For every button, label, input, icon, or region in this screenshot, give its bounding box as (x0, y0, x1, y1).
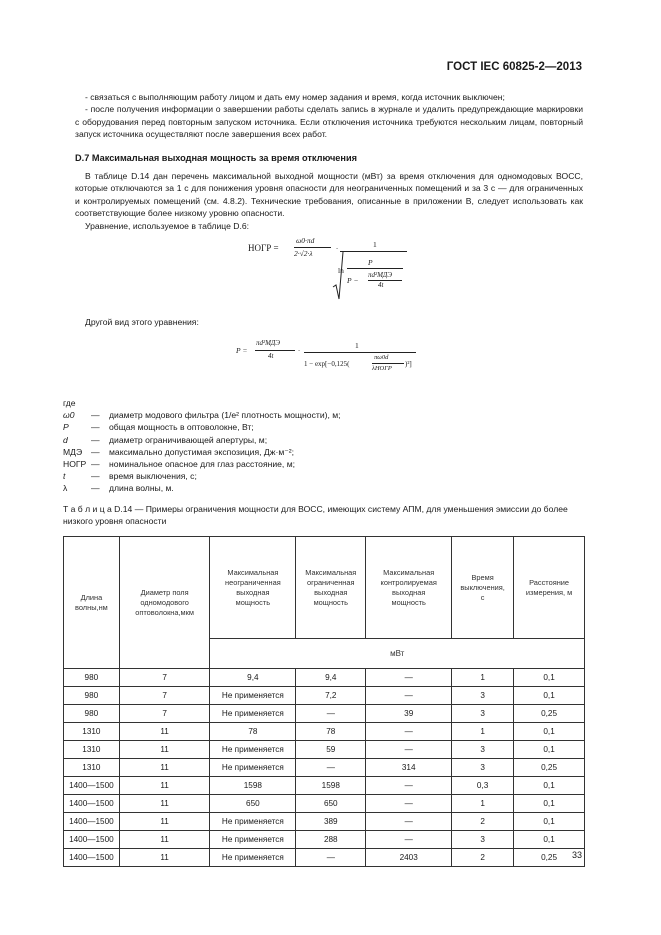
table-cell: — (366, 669, 452, 687)
eq2-den: 4t (268, 352, 274, 360)
table-row (64, 759, 585, 777)
table-cell: Не применяется (210, 831, 296, 849)
table-cell: 0,1 (514, 831, 585, 849)
table-cell: 7,2 (296, 687, 366, 705)
power-limits-table (63, 536, 585, 867)
table-cell: 1400—1500 (64, 831, 120, 849)
table-cell: Не применяется (210, 705, 296, 723)
equation-1: НОГР = ω0·πd 2·√2·λ · 1 ln P P − πd²МДЭ 4t (248, 236, 428, 306)
table-cell: 1310 (64, 759, 120, 777)
header-cell: Максимальная контролируемая выходная мощность (366, 537, 452, 639)
table-row (64, 687, 585, 705)
table-cell: 0,25 (514, 849, 585, 867)
legend-row: P — общая мощность в оптоволокне, Вт; (63, 422, 254, 433)
table-cell: 11 (119, 795, 210, 813)
table-cell: 980 (64, 687, 120, 705)
table-cell: 3 (452, 687, 514, 705)
unit-cell: мВт (210, 639, 585, 669)
eq2-inner-den: λНОГР (372, 365, 392, 372)
legend-row: λ — длина волны, м. (63, 483, 174, 494)
table-cell: 1400—1500 (64, 795, 120, 813)
eq1-pminus: P − (347, 276, 359, 285)
legend-row: t — время выключения, с; (63, 471, 197, 482)
table-cell: 3 (452, 705, 514, 723)
table-cell: 314 (366, 759, 452, 777)
table-cell: 650 (210, 795, 296, 813)
eq2-one: 1 (355, 341, 359, 350)
body-text-2 (75, 316, 583, 328)
table-cell: 0,1 (514, 813, 585, 831)
table-cell: Не применяется (210, 813, 296, 831)
eq1-num: ω0·πd (296, 236, 315, 245)
table-cell: 2 (452, 813, 514, 831)
table-cell: 11 (119, 831, 210, 849)
where-label: где (63, 398, 76, 408)
table-cell: 2403 (366, 849, 452, 867)
eq1-fden: 4t (378, 281, 384, 289)
table-cell: — (366, 831, 452, 849)
header-cell: Максимальная неограниченная выходная мощность (210, 537, 296, 639)
table-cell: Не применяется (210, 741, 296, 759)
table-cell: 7 (119, 705, 210, 723)
header-cell: Расстояние измерения, м (514, 537, 585, 639)
table-cell: 0,25 (514, 705, 585, 723)
table-cell: 389 (296, 813, 366, 831)
table-cell: 0,1 (514, 687, 585, 705)
table-row (64, 669, 585, 687)
eq1-lhs: НОГР = (248, 243, 279, 253)
equation-2: P = πd²МДЭ 4t · 1 1 − exp[−0,125( πω0d λНОГР )²] (230, 336, 430, 386)
eq2-inner-num: πω0d (374, 354, 389, 361)
body-text (75, 91, 583, 232)
table-cell: 0,1 (514, 777, 585, 795)
table-cell: 980 (64, 669, 120, 687)
header-cell: Диаметр поля одномодового оптоволокна,мкм (119, 537, 210, 669)
table-cell: 1400—1500 (64, 777, 120, 795)
table-cell: — (366, 813, 452, 831)
eq1-p: P (368, 258, 373, 267)
table-cell: 11 (119, 723, 210, 741)
table-cell: 3 (452, 741, 514, 759)
table-cell: Не применяется (210, 849, 296, 867)
legend-row: МДЭ — максимально допустимая экспозиция, Дж·м⁻²; (63, 446, 295, 457)
table-row (64, 831, 585, 849)
table-row (64, 849, 585, 867)
document-code: ГОСТ IEC 60825-2—2013 (446, 61, 582, 73)
table-cell: 2 (452, 849, 514, 867)
table-cell: 0,1 (514, 669, 585, 687)
eq1-one: 1 (373, 240, 377, 249)
table-cell: Не применяется (210, 759, 296, 777)
table-row (64, 777, 585, 795)
table-cell: 11 (119, 759, 210, 777)
table-cell: 7 (119, 687, 210, 705)
paragraph: В таблице D.14 дан перечень максимальной выходной мощности (мВт) за время отключения для одномодовых ВОСС, которые отключаются за 1 с для понижения уровня опасности для неограниченных помещений и за 3 с — для ограниченных и контролируемых помещений (см. 4.8.2). Технические требования, описанные в приложении В, следует использовать как соответствующие более низкому уровню опасности. (75, 171, 583, 219)
table-cell: 0,1 (514, 741, 585, 759)
table-row (64, 741, 585, 759)
eq2-denom: 1 − exp[−0,125( (304, 360, 350, 368)
table-cell: 11 (119, 777, 210, 795)
table-cell: 1310 (64, 723, 120, 741)
eq2-lhs: P = (236, 346, 248, 355)
table-cell: 3 (452, 831, 514, 849)
table-cell: 7 (119, 669, 210, 687)
table-caption: Т а б л и ц а D.14 — Примеры ограничения мощности для ВОСС, имеющих систему АПМ, для уменьшения эмиссии до более низкого уровня опасности (63, 504, 568, 527)
paragraph: Уравнение, используемое в таблице D.6: (85, 220, 250, 231)
header-cell: Время выключения, с (452, 537, 514, 639)
table-cell: — (366, 723, 452, 741)
eq1-den: 2·√2·λ (294, 249, 313, 258)
eq2-num: πd²МДЭ (256, 339, 280, 347)
table-cell: 9,4 (210, 669, 296, 687)
table-row (64, 723, 585, 741)
table-cell: 11 (119, 741, 210, 759)
eq1-fnum: πd²МДЭ (368, 271, 392, 279)
header-cell: Длина волны,нм (64, 537, 120, 669)
symbol-legend (63, 397, 341, 495)
legend-row: НОГР — номинальное опасное для глаз расстояние, м; (63, 459, 296, 470)
table-cell: 0,25 (514, 759, 585, 777)
table-cell: — (296, 849, 366, 867)
table-cell: 1400—1500 (64, 813, 120, 831)
table-cell: 0,3 (452, 777, 514, 795)
table-cell: 288 (296, 831, 366, 849)
table-cell: 1 (452, 795, 514, 813)
legend-row: d — диаметр ограничивающей апертуры, м; (63, 434, 268, 445)
table-cell: 3 (452, 759, 514, 777)
table-cell: 9,4 (296, 669, 366, 687)
section-heading: D.7 Максимальная выходная мощность за время отключения (75, 152, 357, 163)
table-cell: 1310 (64, 741, 120, 759)
table-cell: 0,1 (514, 723, 585, 741)
table-cell: 1598 (210, 777, 296, 795)
table-cell: 1 (452, 669, 514, 687)
table-cell: — (366, 741, 452, 759)
table-cell: Не применяется (210, 687, 296, 705)
table-cell: 11 (119, 813, 210, 831)
table-cell: — (366, 777, 452, 795)
table-cell: 11 (119, 849, 210, 867)
table-row (64, 813, 585, 831)
paragraph: Другой вид этого уравнения: (85, 317, 199, 327)
header-cell: Максимальная ограниченная выходная мощность (296, 537, 366, 639)
legend-row: ω0 — диаметр модового фильтра (1/e² плотность мощности), м; (63, 410, 341, 421)
sqrt-sign-icon (332, 251, 344, 301)
paragraph: - после получения информации о завершении работы сделать запись в журнале и удалить предупреждающие маркировки с оборудования перед повторным запуском источника. Если отключения источника требуются нескольким лицам, повторный запуск источника осуществляют после завершения всех работ. (75, 104, 583, 140)
table-cell: 59 (296, 741, 366, 759)
table-cell: 1598 (296, 777, 366, 795)
table-cell: 650 (296, 795, 366, 813)
table-cell: 980 (64, 705, 120, 723)
table-cell: — (296, 705, 366, 723)
table-cell: 0,1 (514, 795, 585, 813)
table-cell: — (366, 795, 452, 813)
table-cell: — (296, 759, 366, 777)
table-cell: 39 (366, 705, 452, 723)
paragraph: - связаться с выполняющим работу лицом и дать ему номер задания и время, когда источник выключен; (85, 92, 505, 102)
table-cell: 78 (296, 723, 366, 741)
eq2-tail: )²] (405, 360, 412, 368)
table-cell: 1400—1500 (64, 849, 120, 867)
table-cell: 78 (210, 723, 296, 741)
table-row (64, 705, 585, 723)
page-number: 33 (571, 850, 582, 860)
table-cell: — (366, 687, 452, 705)
table-row (64, 795, 585, 813)
eq1-ln: ln (338, 266, 344, 275)
table-cell: 1 (452, 723, 514, 741)
